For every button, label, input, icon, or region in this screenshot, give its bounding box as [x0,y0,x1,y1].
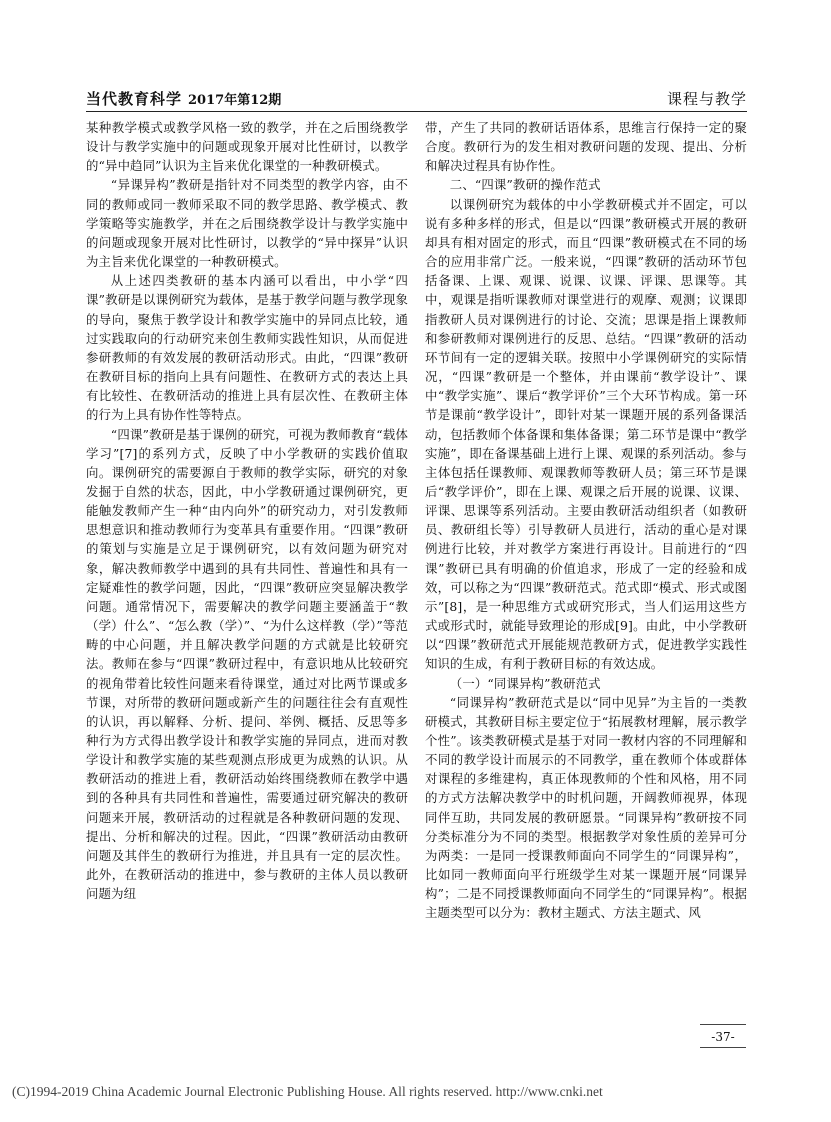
paragraph: 从上述四类教研的基本内涵可以看出，中小学“四课”教研是以课例研究为载体，是基于教学问题与教学现象的导向，聚焦于教学设计和教学实施中的异同点比较，通过实践取向的行动研究来创生教师实践性知识，从而促进参研教师的有效发展的教研活动形式。由此，“四课”教研在教研目标的指向上具有问题性、在教研方式的表达上具有比较性、在教研活动的推进上具有层次性、在教研主体的行为上具有协作性等特点。 [86,273,408,423]
copyright-footer: (C)1994-2019 China Academic Journal Electronic Publishing House. All rights reserved. http://www.cnki.net [12,1084,603,1099]
subsection-heading: （一）“同课异构”教研范式 [449,675,601,691]
page-header [86,86,747,110]
paragraph: “四课”教研是基于课例的研究，可视为教师教育“载体学习”[7]的系列方式，反映了中小学教研的实践价值取向。课例研究的需要源自于教师的教学实际，研究的对象发掘于自然的状态，因此，中小学教研通过课例研究，更能触发教师产生一种“由内向外”的研究动力，对引发教师思想意识和推动教师行为变革具有重要作用。“四课”教研的策划与实施是立足于课例研究，以有效问题为研究对象，解决教师教学中遇到的具有共同性、普遍性和具有一定疑难性的教学问题，因此，“四课”教研应突显解决教学问题。通常情况下，需要解决的教学问题主要涵盖于“教（学）什么”、“怎么教（学）”、“为什么这样教（学）”等范畴的中心问题，并且解决教学问题的方式就是比较研究法。教师在参与“四课”教研过程中，有意识地从比较研究的视角带着比较性问题来看待课堂，通过对比两节课或多节课，对所带的教研问题或新产生的问题往往会有直观性的认识，再以解释、分析、提问、举例、概括、反思等多种行为方式得出教学设计和教学实施的异同点，进而对教学设计和教学实施的某些观测点形成更为成熟的认识。从教研活动的推进上看，教研活动始终围绕教师在教学中遇到的各种具有共同性和普遍性，需要通过研究解决的教研问题来开展，教研活动的过程就是各种教研问题的发现、提出、分析和解决的过程。因此，“四课”教研活动由教研问题及其伴生的教研行为推进，并且具有一定的层次性。此外，在教研活动的推进中，参与教研的主体人员以教研问题为纽 [86,426,408,902]
paragraph: “异课异构”教研是指针对不同类型的教学内容，由不同的教师或同一教师采取不同的教学思路、教学模式、教学策略等实施教学，并在之后围绕教学设计与教学实施中的问题或现象开展对比性研讨，以教学的“异中探异”认识为主旨来优化课堂的一种教研模式。 [86,177,408,270]
paragraph: 某种教学模式或教学风格一致的教学，并在之后围绕教学设计与教学实施中的问题或现象开展对比性研讨，以教学的“异中趋同”认识为主旨来优化课堂的一种教研模式。 [86,120,408,174]
journal-title: 当代教育科学 2017年第12期 [86,90,282,108]
page-number: -37- [711,1030,735,1044]
header-rule [86,111,747,112]
paragraph: 以课例研究为载体的中小学教研模式并不固定，可以说有多种多样的形式，但是以“四课”教研模式开展的教研却具有相对固定的形式，而且“四课”教研模式在不同的场合的应用非常广泛。一般来说，“四课”教研的活动环节包括备课、上课、观课、说课、议课、评课、思课等。其中，观课是指听课教师对课堂进行的观摩、观测；议课即指教研人员对课例进行的讨论、交流；思课是指上课教师和参研教师对课例进行的反思、总结。“四课”教研的活动环节间有一定的逻辑关联。按照中小学课例研究的实际情况，“四课”教研是一个整体，并由课前“教学设计”、课中“教学实施”、课后“教学评价”三个大环节构成。第一环节是课前“教学设计”，即针对某一课题开展的系列备课活动，包括教师个体备课和集体备课；第二环节是课中“教学实施”，即在备课基础上进行上课、观课的系列活动。参与主体包括任课教师、观课教师等教研人员；第三环节是课后“教学评价”，即在上课、观课之后开展的说课、议课、评课、思课等系列活动。主要由教研活动组织者（如教研员、教研组长等）引导教研人员进行，活动的重心是对课例进行比较，并对教学方案进行再设计。目前进行的“四课”教研已具有明确的价值追求，形成了一定的经验和成效，可以称之为“四课”教研范式。范式即“模式、形式或图示”[8]，是一种思维方式或研究形式，当人们运用这些方式或形式时，就能导致理论的形成[9]。由此，中小学教研以“四课”教研范式开展能规范教研方式，促进教学实践性知识的生成，有利于教研目标的有效达成。 [425,196,747,672]
section-title: 课程与教学 [666,90,747,108]
issue-label: 2017年第12期 [188,93,282,108]
left-column [86,118,408,903]
section-heading: 二、“四课”教研的操作范式 [449,177,601,193]
paragraph: “同课异构”教研范式是以“同中见异”为主旨的一类教研模式，其教研目标主要定位于“拓展教材理解，展示教学个性”。该类教研模式是基于对同一教材内容的不同理解和不同的教学设计而展示的不同教学，重在教师个体或群体对课程的多维建构，真正体现教师的个性和风格，用不同的方式方法解决教学中的时机问题，开阔教师视界，体现同伴互助，共同发展的教研愿景。“同课异构”教研按不同分类标准分为不同的类型。根据教学对象性质的差异可分为两类：一是同一授课教师面向不同学生的“同课异构”，比如同一教师面向平行班级学生对某一课题开展“同课异构”；二是不同授课教师面向不同学生的“同课异构”。根据主题类型可以分为：教材主题式、方法主题式、风 [425,694,747,921]
paragraph: 带，产生了共同的教研话语体系，思维言行保持一定的聚合度。教研行为的发生相对教研问题的发现、提出、分析和解决过程具有协作性。 [425,120,747,174]
right-column [425,118,747,923]
